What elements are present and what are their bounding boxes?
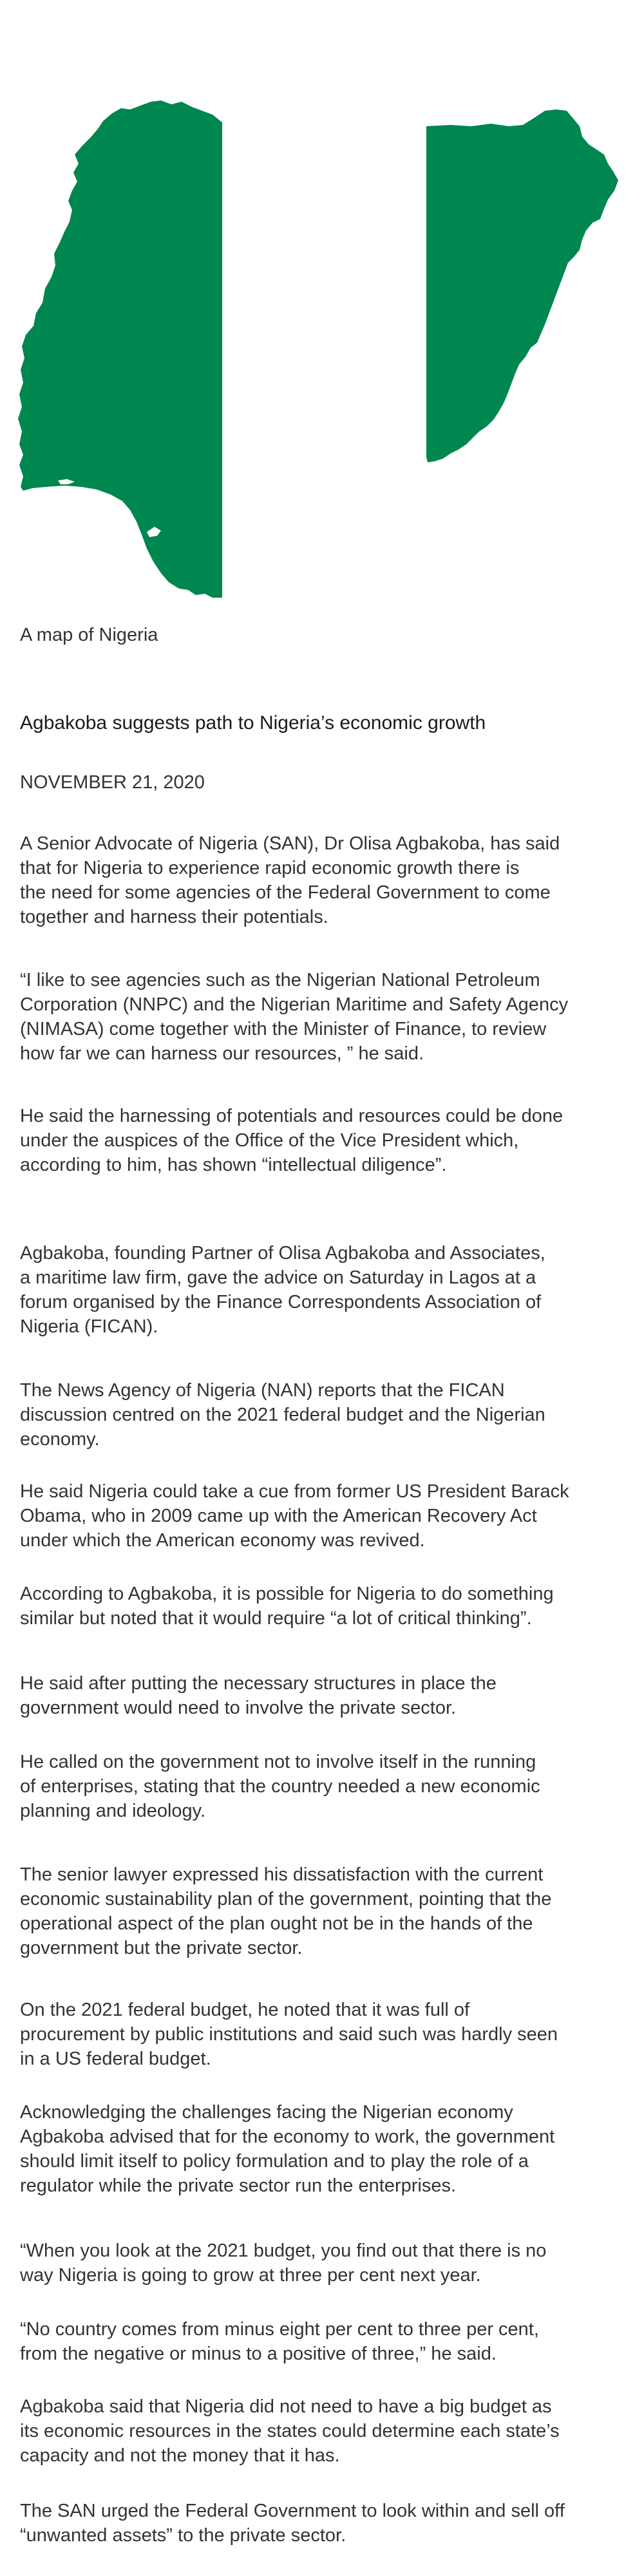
- article-paragraph: The senior lawyer expressed his dissatisfaction with the current economic sustainability plan of the government, pointing that the operational aspect of the plan ought not be in the hands of the government but the private sector.: [20, 1864, 552, 1958]
- article-date: NOVEMBER 21, 2020: [20, 772, 205, 793]
- map-caption: A map of Nigeria: [20, 625, 158, 645]
- article-paragraph: He said the harnessing of potentials and resources could be done under the auspices of the Office of the Vice President which, according to him, has shown “intellectual diligence”.: [20, 1106, 564, 1175]
- article-paragraph: He said Nigeria could take a cue from former US President Barack Obama, who in 2009 came up with the American Recovery Act under which the American economy was revived.: [20, 1481, 569, 1551]
- article-paragraph: Agbakoba, founding Partner of Olisa Agbakoba and Associates, a maritime law firm, gave the advice on Saturday in Lagos at a forum organised by the Finance Correspondents Association of Nigeria (FICAN).: [20, 1243, 545, 1337]
- article-paragraph: The SAN urged the Federal Government to look within and sell off “unwanted assets” to the private sector.: [20, 2501, 565, 2546]
- article-paragraph: Agbakoba said that Nigeria did not need to have a big budget as its economic resources in the states could determine each state’s capacity and not the money that it has.: [20, 2396, 560, 2466]
- article-paragraph: A Senior Advocate of Nigeria (SAN), Dr Olisa Agbakoba, has said that for Nigeria to experience rapid economic growth there is the need for some agencies of the Federal Government to come together and harness their potentials.: [20, 833, 560, 927]
- article-paragraph: Acknowledging the challenges facing the Nigerian economy Agbakoba advised that for the economy to work, the government should limit itself to policy formulation and to play the role of a regulator while the private sector run the enterprises.: [20, 2102, 555, 2196]
- article-paragraph: “I like to see agencies such as the Nigerian National Petroleum Corporation (NNPC) and the Nigerian Maritime and Safety Agency (NIMASA) come together with the Minister of Finance, to review how far we can harness our resources, ” he said.: [20, 970, 569, 1064]
- article-paragraph: “When you look at the 2021 budget, you find out that there is no way Nigeria is going to grow at three per cent next year.: [20, 2240, 547, 2286]
- article-paragraph: “No country comes from minus eight per cent to three per cent, from the negative or minus to a positive of three,” he said.: [20, 2319, 539, 2364]
- article-paragraph: According to Agbakoba, it is possible for Nigeria to do something similar but noted that it would require “a lot of critical thinking”.: [20, 1584, 554, 1629]
- article-headline: Agbakoba suggests path to Nigeria’s economic growth: [20, 712, 486, 734]
- map-west-band: [18, 100, 222, 598]
- nigeria-map: [0, 0, 644, 618]
- article-paragraph: The News Agency of Nigeria (NAN) reports that the FICAN discussion centred on the 2021 federal budget and the Nigerian economy.: [20, 1380, 545, 1450]
- map-east-band: [426, 109, 618, 462]
- article-paragraph: He said after putting the necessary structures in place the government would need to involve the private sector.: [20, 1673, 497, 1718]
- article-paragraph: On the 2021 federal budget, he noted that it was full of procurement by public institutions and said such was hardly seen in a US federal budget.: [20, 2000, 558, 2069]
- article-paragraph: He called on the government not to involve itself in the running of enterprises, stating that the country needed a new economic planning and ideology.: [20, 1752, 540, 1821]
